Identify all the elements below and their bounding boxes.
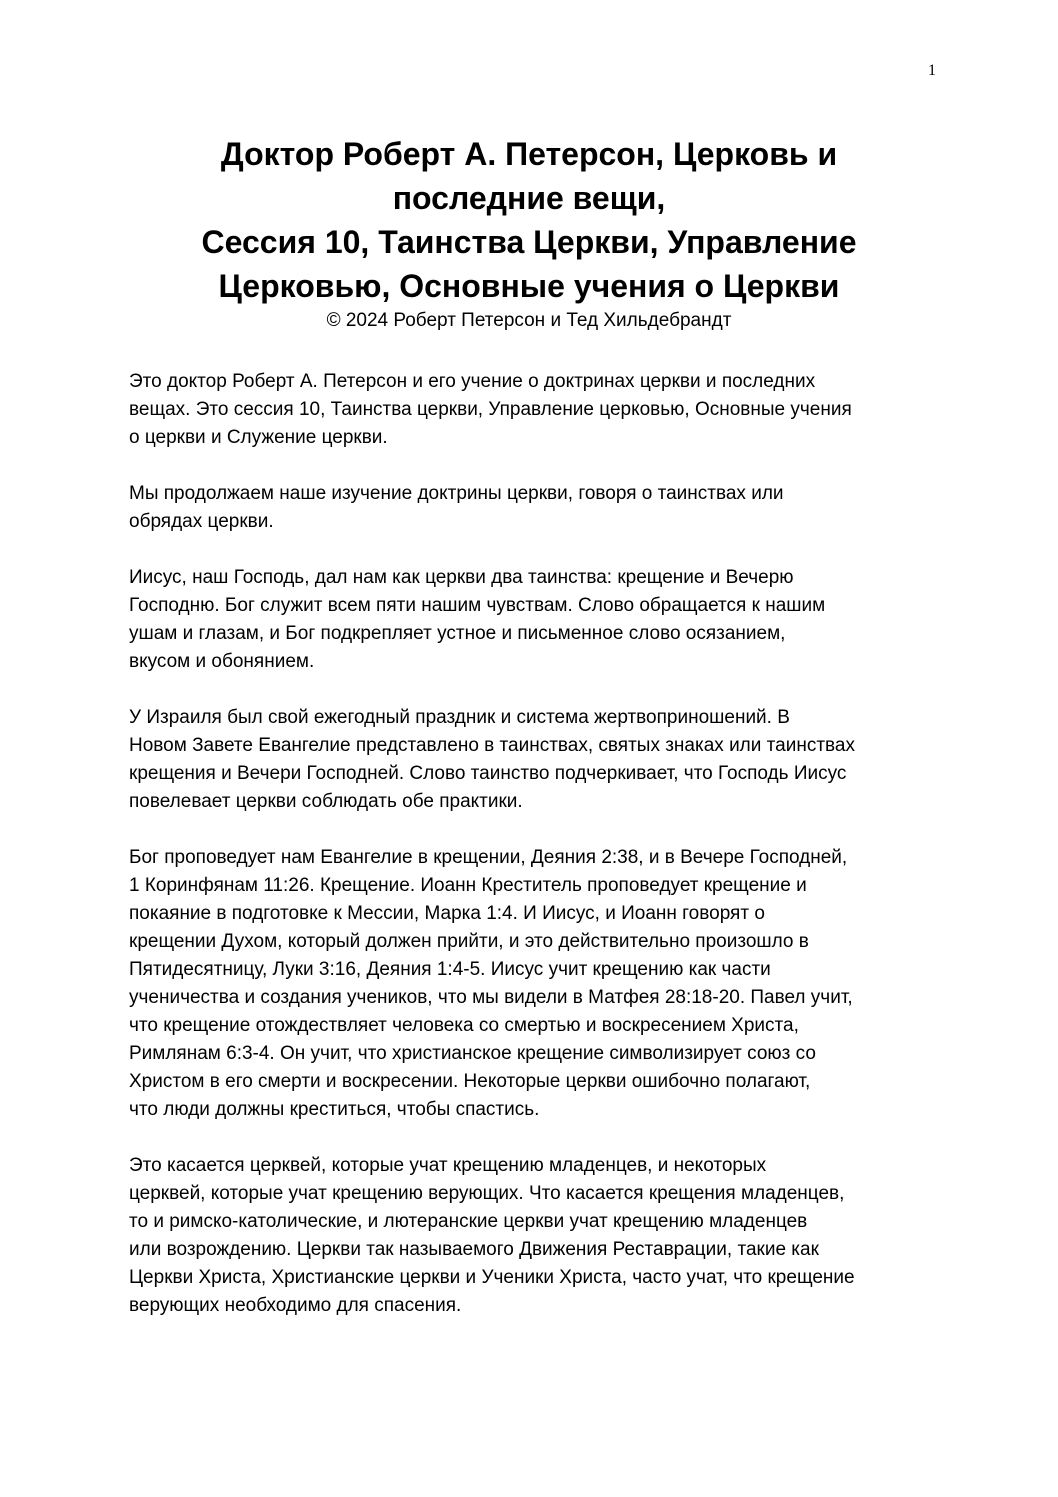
title-line: Церковью, Основные учения о Церкви bbox=[218, 268, 840, 304]
text-line: церквей, которые учат крещению верующих. Что касается крещения младенцев, bbox=[129, 1183, 845, 1204]
title-line: последние вещи, bbox=[392, 180, 666, 216]
paragraph bbox=[129, 368, 959, 452]
text-line: Бог проповедует нам Евангелие в крещении, Деяния 2:38, и в Вечере Господней, bbox=[129, 847, 848, 868]
text-line: Христом в его смерти и воскресении. Некоторые церкви ошибочно полагают, bbox=[129, 1071, 811, 1092]
text-line: Пятидесятницу, Луки 3:16, Деяния 1:4-5. Иисус учит крещению как части bbox=[129, 959, 771, 980]
text-line: 1 Коринфянам 11:26. Крещение. Иоанн Креститель проповедует крещение и bbox=[129, 875, 807, 896]
text-line: крещении Духом, который должен прийти, и это действительно произошло в bbox=[129, 931, 809, 952]
paragraph bbox=[129, 480, 959, 536]
paragraph bbox=[129, 704, 959, 816]
text-line: Мы продолжаем наше изучение доктрины церкви, говоря о таинствах или bbox=[129, 483, 784, 504]
text-line: покаяние в подготовке к Мессии, Марка 1:4. И Иисус, и Иоанн говорят о bbox=[129, 903, 765, 924]
text-line: крещения и Вечери Господней. Слово таинство подчеркивает, что Господь Иисус bbox=[129, 763, 847, 784]
text-line: Это доктор Роберт А. Петерсон и его учение о доктринах церкви и последних bbox=[129, 371, 816, 392]
title-line: Сессия 10, Таинства Церкви, Управление bbox=[201, 224, 857, 260]
text-line: о церкви и Служение церкви. bbox=[129, 427, 388, 448]
text-line: вещах. Это сессия 10, Таинства церкви, Управление церковью, Основные учения bbox=[129, 399, 852, 420]
text-line: обрядах церкви. bbox=[129, 511, 274, 532]
paragraph bbox=[129, 1152, 959, 1320]
text-line: Иисус, наш Господь, дал нам как церкви два таинства: крещение и Вечерю bbox=[129, 567, 794, 588]
text-line: ученичества и создания учеников, что мы видели в Матфея 28:18-20. Павел учит, bbox=[129, 987, 853, 1008]
document-header bbox=[100, 132, 958, 334]
document-body bbox=[129, 368, 959, 1348]
text-line: или возрождению. Церкви так называемого Движения Реставрации, такие как bbox=[129, 1239, 819, 1260]
text-line: У Израиля был свой ежегодный праздник и система жертвоприношений. В bbox=[129, 707, 790, 728]
text-line: что крещение отождествляет человека со смертью и воскресением Христа, bbox=[129, 1015, 799, 1036]
text-line: ушам и глазам, и Бог подкрепляет устное и письменное слово осязанием, bbox=[129, 623, 786, 644]
paragraph bbox=[129, 844, 959, 1124]
text-line: Римлянам 6:3-4. Он учит, что христианское крещение символизирует союз со bbox=[129, 1043, 816, 1064]
text-line: что люди должны креститься, чтобы спастись. bbox=[129, 1099, 540, 1120]
text-line: то и римско-католические, и лютеранские церкви учат крещению младенцев bbox=[129, 1211, 808, 1232]
text-line: Господню. Бог служит всем пяти нашим чувствам. Слово обращается к нашим bbox=[129, 595, 826, 616]
text-line: Это касается церквей, которые учат крещению младенцев, и некоторых bbox=[129, 1155, 767, 1176]
text-line: вкусом и обонянием. bbox=[129, 651, 315, 672]
text-line: повелевает церкви соблюдать обе практики. bbox=[129, 791, 523, 812]
page-number: 1 bbox=[928, 62, 936, 79]
text-line: верующих необходимо для спасения. bbox=[129, 1295, 462, 1316]
title-line: Доктор Роберт А. Петерсон, Церковь и bbox=[220, 136, 838, 172]
text-line: Новом Завете Евангелие представлено в таинствах, святых знаках или таинствах bbox=[129, 735, 855, 756]
paragraph bbox=[129, 564, 959, 676]
text-line: Церкви Христа, Христианские церкви и Ученики Христа, часто учат, что крещение bbox=[129, 1267, 855, 1288]
copyright-notice: © 2024 Роберт Петерсон и Тед Хильдебрандт bbox=[326, 310, 732, 331]
